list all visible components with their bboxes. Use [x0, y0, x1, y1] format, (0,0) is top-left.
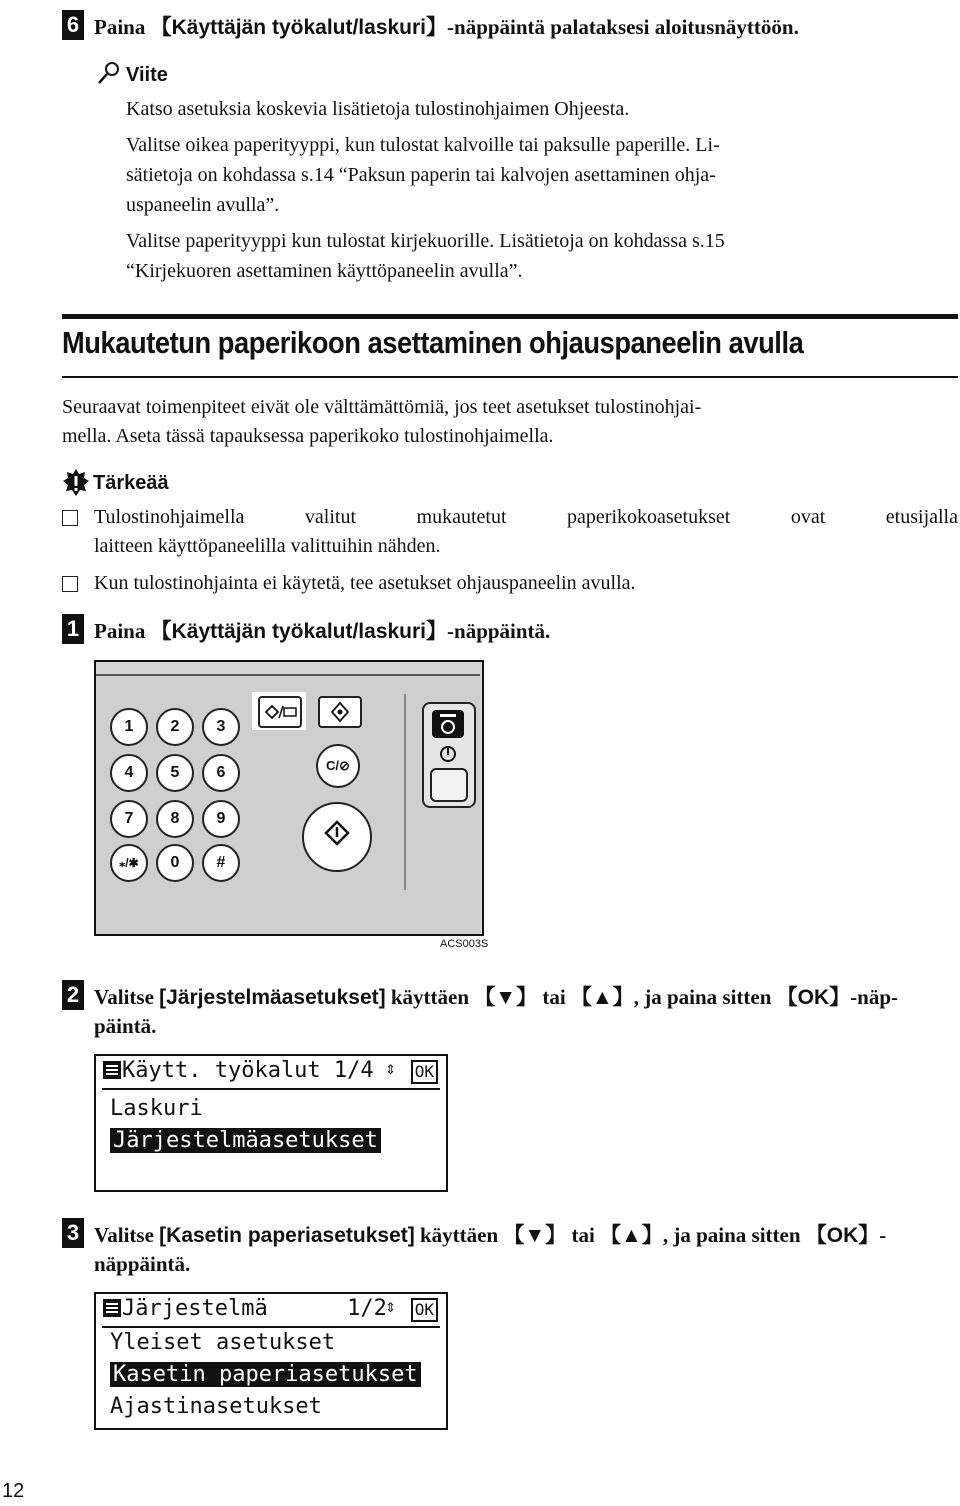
note-line-2: Valitse oikea paperityyppi, kun tulostat kalvoille tai paksulle paperille. Li- [126, 134, 720, 156]
step-2-up-key: 【▲】 [570, 986, 634, 1009]
step-1-suffix: -näppäintä. [447, 619, 551, 643]
lcd-screen-user-tools [94, 1054, 448, 1192]
lcd-row-counter: Laskuri [110, 1096, 203, 1121]
step-6-prefix: Paina [94, 15, 151, 39]
scroll-icon: ⇕ [385, 1296, 396, 1317]
step-6-key: 【Käyttäjän työkalut/laskuri】 [150, 16, 448, 39]
step-1-prefix: Paina [94, 619, 151, 643]
step-3-badge: 3 [62, 1218, 84, 1248]
section-intro-line-1: Seuraavat toimenpiteet eivät ole välttämättömiä, jos teet asetukset tulostinohjai- [62, 396, 702, 418]
step-6-suffix: -näppäintä palataksesi aloitusnäyttöön. [447, 15, 799, 39]
step-3-text: Valitse [Kasetin paperiasetukset] käyttäen 【▼】 tai 【▲】, ja paina sitten 【OK】- [94, 1223, 887, 1247]
lcd-row-system-settings: Järjestelmäasetukset [110, 1128, 381, 1153]
step-6-text [94, 12, 799, 43]
lcd-screen-system [94, 1292, 448, 1430]
key-star[interactable]: ⁎/✱ [110, 844, 148, 882]
lcd-header: Järjestelmä 1/2 ⇕ OK [102, 1296, 440, 1328]
key-6[interactable]: 6 [202, 754, 240, 792]
lcd-ok-label: OK [411, 1298, 438, 1322]
control-panel-illustration [94, 660, 484, 936]
step-1-text [94, 616, 550, 647]
note-title: Viite [126, 64, 168, 86]
important-checkbox-1 [62, 510, 78, 526]
step-3-up-key: 【▲】 [600, 1224, 663, 1247]
step-3-menu-item: [Kasetin paperiasetukset] [159, 1224, 415, 1247]
note-line-3: sätietoja on kohdassa s.14 “Paksun paperin tai kalvojen asettaminen ohja- [126, 164, 716, 186]
step-2-text: Valitse [Järjestelmäasetukset] käyttäen 【▼】 tai 【▲】, ja paina sitten 【OK】-näp- [94, 985, 899, 1009]
key-hash[interactable]: # [202, 844, 240, 882]
step-2-down-key: 【▼】 [474, 986, 538, 1009]
lcd-header: Käytt. työkalut 1/4 ⇕ OK [102, 1058, 440, 1090]
step-2-menu-item: [Järjestelmäasetukset] [159, 986, 386, 1009]
panel-divider [404, 694, 406, 890]
step-1-badge: 1 [62, 614, 84, 644]
step-2-text-line-2: päintä. [94, 1014, 157, 1038]
check-modes-icon [320, 698, 360, 726]
important-checkbox-2 [62, 576, 78, 592]
step-2-badge: 2 [62, 980, 84, 1010]
key-2[interactable]: 2 [156, 708, 194, 746]
power-panel [422, 702, 476, 808]
important-title: Tärkeää [93, 472, 169, 494]
key-0[interactable]: 0 [156, 844, 194, 882]
section-intro-line-2: mella. Aseta tässä tapauksessa paperikoko tulostinohjaimella. [62, 425, 554, 447]
section-rule-bottom [62, 376, 958, 378]
note-line-4: uspaneelin avulla”. [126, 194, 280, 216]
operation-switch[interactable] [430, 768, 468, 802]
key-4[interactable]: 4 [110, 754, 148, 792]
important-item-1-line-1: Tulostinohjaimella valitut mukautetut paperikokoasetukset ovat etusijalla [94, 506, 958, 528]
start-key[interactable] [302, 802, 372, 872]
user-tools-icon [260, 698, 300, 726]
menu-icon [102, 1298, 122, 1318]
key-3[interactable]: 3 [202, 708, 240, 746]
scroll-icon: ⇕ [385, 1058, 396, 1079]
key-9[interactable]: 9 [202, 800, 240, 838]
user-tools-counter-key[interactable] [258, 696, 302, 728]
step-3-down-key: 【▼】 [503, 1224, 567, 1247]
lcd-row-tray-paper-settings: Kasetin paperiasetukset [110, 1362, 421, 1387]
key-5[interactable]: 5 [156, 754, 194, 792]
page-number: 12 [2, 1480, 25, 1502]
illustration-caption: ACS003S [440, 938, 489, 950]
menu-icon [102, 1060, 122, 1080]
clear-stop-key[interactable]: C/⊘ [316, 744, 360, 788]
lcd-row-timer-settings: Ajastinasetukset [110, 1394, 322, 1419]
section-rule-top [62, 314, 958, 319]
key-1[interactable]: 1 [110, 708, 148, 746]
note-line-6: “Kirjekuoren asettaminen käyttöpaneelin avulla”. [126, 260, 523, 282]
note-icon [96, 60, 122, 91]
main-power-indicator [434, 744, 462, 764]
check-modes-key[interactable] [318, 696, 362, 728]
key-8[interactable]: 8 [156, 800, 194, 838]
energy-saver-indicator [432, 710, 464, 738]
key-7[interactable]: 7 [110, 800, 148, 838]
note-line-1: Katso asetuksia koskevia lisätietoja tulostinohjaimen Ohjeesta. [126, 98, 630, 120]
start-icon [304, 804, 370, 870]
step-3-text-line-2: näppäintä. [94, 1252, 191, 1276]
section-title: Mukautetun paperikoon asettaminen ohjauspaneelin avulla [62, 325, 804, 360]
important-item-2: Kun tulostinohjainta ei käytetä, tee asetukset ohjauspaneelin avulla. [94, 572, 636, 594]
important-item-1-line-2: laitteen käyttöpaneelilla valittuihin nähden. [94, 535, 441, 557]
power-icon [434, 744, 462, 764]
step-1-key: 【Käyttäjän työkalut/laskuri】 [150, 620, 448, 643]
step-6-badge: 6 [62, 10, 84, 40]
lcd-ok-label: OK [411, 1060, 438, 1084]
step-3-ok-key: 【OK】 [805, 1224, 880, 1247]
energy-saver-icon [432, 710, 464, 738]
lcd-row-general-settings: Yleiset asetukset [110, 1330, 336, 1355]
important-icon [62, 468, 90, 503]
step-2-ok-key: 【OK】 [776, 986, 851, 1009]
note-line-5: Valitse paperityyppi kun tulostat kirjekuorille. Lisätietoja on kohdassa s.15 [126, 230, 725, 252]
